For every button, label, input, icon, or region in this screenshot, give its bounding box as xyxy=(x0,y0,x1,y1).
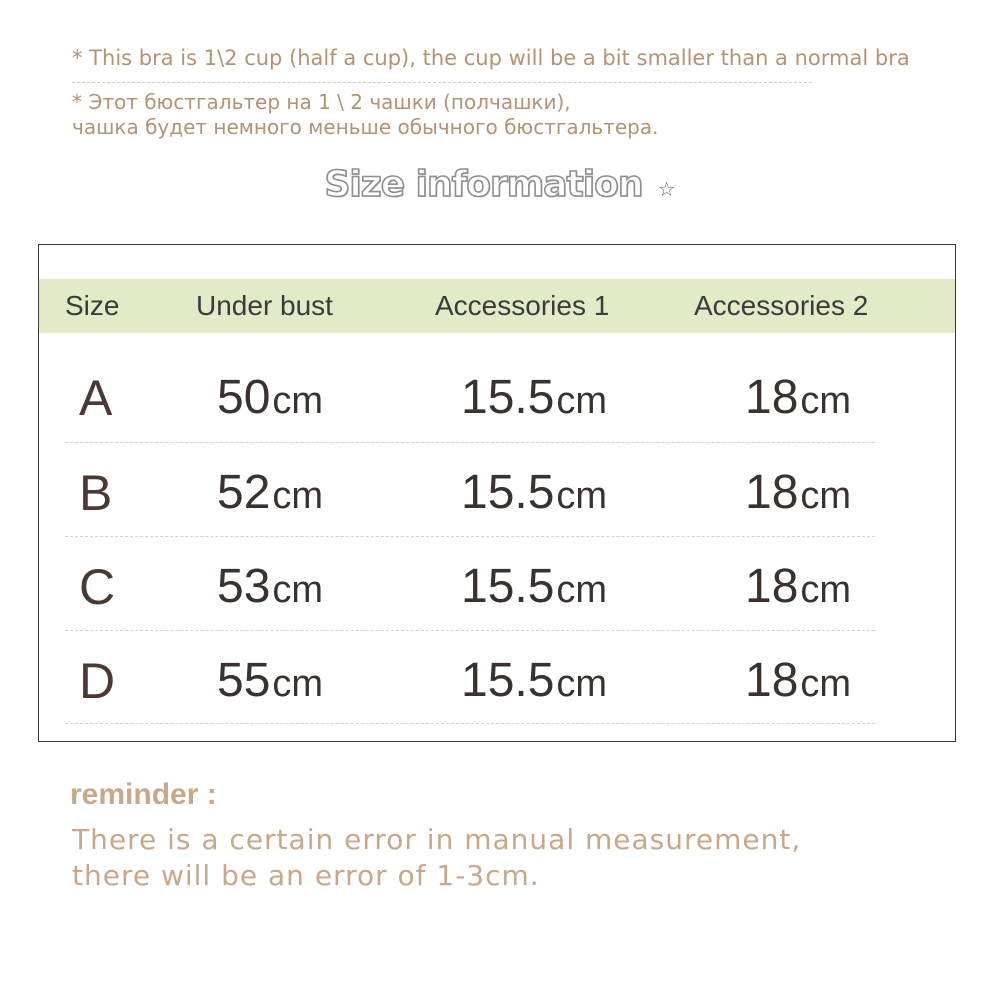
unit: cm xyxy=(800,475,852,517)
note-russian: * Этот бюстгальтер на 1 \ 2 чашки (полчашки), чашка будет немного меньше обычного бюстгальтера. xyxy=(72,90,659,139)
header-size: Size xyxy=(65,290,120,321)
table-header xyxy=(39,279,955,333)
value: 55 xyxy=(217,654,271,707)
table-row xyxy=(39,351,955,445)
row-divider xyxy=(65,630,875,631)
under-bust-cell xyxy=(217,634,323,728)
unit: cm xyxy=(800,569,852,611)
accessories-2-cell xyxy=(745,634,851,728)
value: 15.5 xyxy=(461,371,555,424)
value: 18 xyxy=(745,654,799,707)
value: 15.5 xyxy=(461,466,555,519)
value: 18 xyxy=(745,466,799,519)
page-title: Size information xyxy=(324,164,643,205)
note-divider xyxy=(72,82,812,83)
value: 50 xyxy=(217,371,271,424)
row-divider xyxy=(65,536,875,537)
accessories-1-cell xyxy=(461,540,607,634)
size-cell: B xyxy=(79,465,113,521)
value: 18 xyxy=(745,560,799,613)
star-outline-icon: ☆ xyxy=(657,177,676,201)
table-row xyxy=(39,540,955,634)
row-divider xyxy=(65,442,875,443)
header-under-bust: Under bust xyxy=(196,290,333,321)
reminder-text: There is a certain error in manual measurement, there will be an error of 1-3cm. xyxy=(72,823,802,892)
accessories-2-cell xyxy=(745,446,851,540)
size-table xyxy=(38,244,956,742)
title-area xyxy=(0,164,1000,205)
accessories-2-cell xyxy=(745,540,851,634)
under-bust-cell xyxy=(217,540,323,634)
under-bust-cell xyxy=(217,446,323,540)
accessories-1-cell xyxy=(461,634,607,728)
size-cell: A xyxy=(79,370,113,426)
unit: cm xyxy=(272,380,324,422)
unit: cm xyxy=(556,380,608,422)
unit: cm xyxy=(272,475,324,517)
table-row xyxy=(39,634,955,728)
value: 52 xyxy=(217,466,271,519)
unit: cm xyxy=(556,475,608,517)
header-accessories-2: Accessories 2 xyxy=(694,290,869,321)
unit: cm xyxy=(800,380,852,422)
unit: cm xyxy=(272,569,324,611)
unit: cm xyxy=(272,663,324,705)
header-accessories-1: Accessories 1 xyxy=(435,290,610,321)
unit: cm xyxy=(800,663,852,705)
value: 15.5 xyxy=(461,560,555,613)
accessories-1-cell xyxy=(461,446,607,540)
accessories-1-cell xyxy=(461,351,607,445)
table-row xyxy=(39,446,955,540)
row-divider xyxy=(65,723,875,724)
unit: cm xyxy=(556,663,608,705)
value: 53 xyxy=(217,560,271,613)
accessories-2-cell xyxy=(745,351,851,445)
value: 18 xyxy=(745,371,799,424)
unit: cm xyxy=(556,569,608,611)
size-cell: C xyxy=(79,559,116,615)
value: 15.5 xyxy=(461,654,555,707)
note-english: * This bra is 1\2 cup (half a cup), the cup will be a bit smaller than a normal bra xyxy=(72,46,910,70)
size-cell: D xyxy=(79,653,116,709)
under-bust-cell xyxy=(217,351,323,445)
reminder-title: reminder : xyxy=(70,778,217,811)
